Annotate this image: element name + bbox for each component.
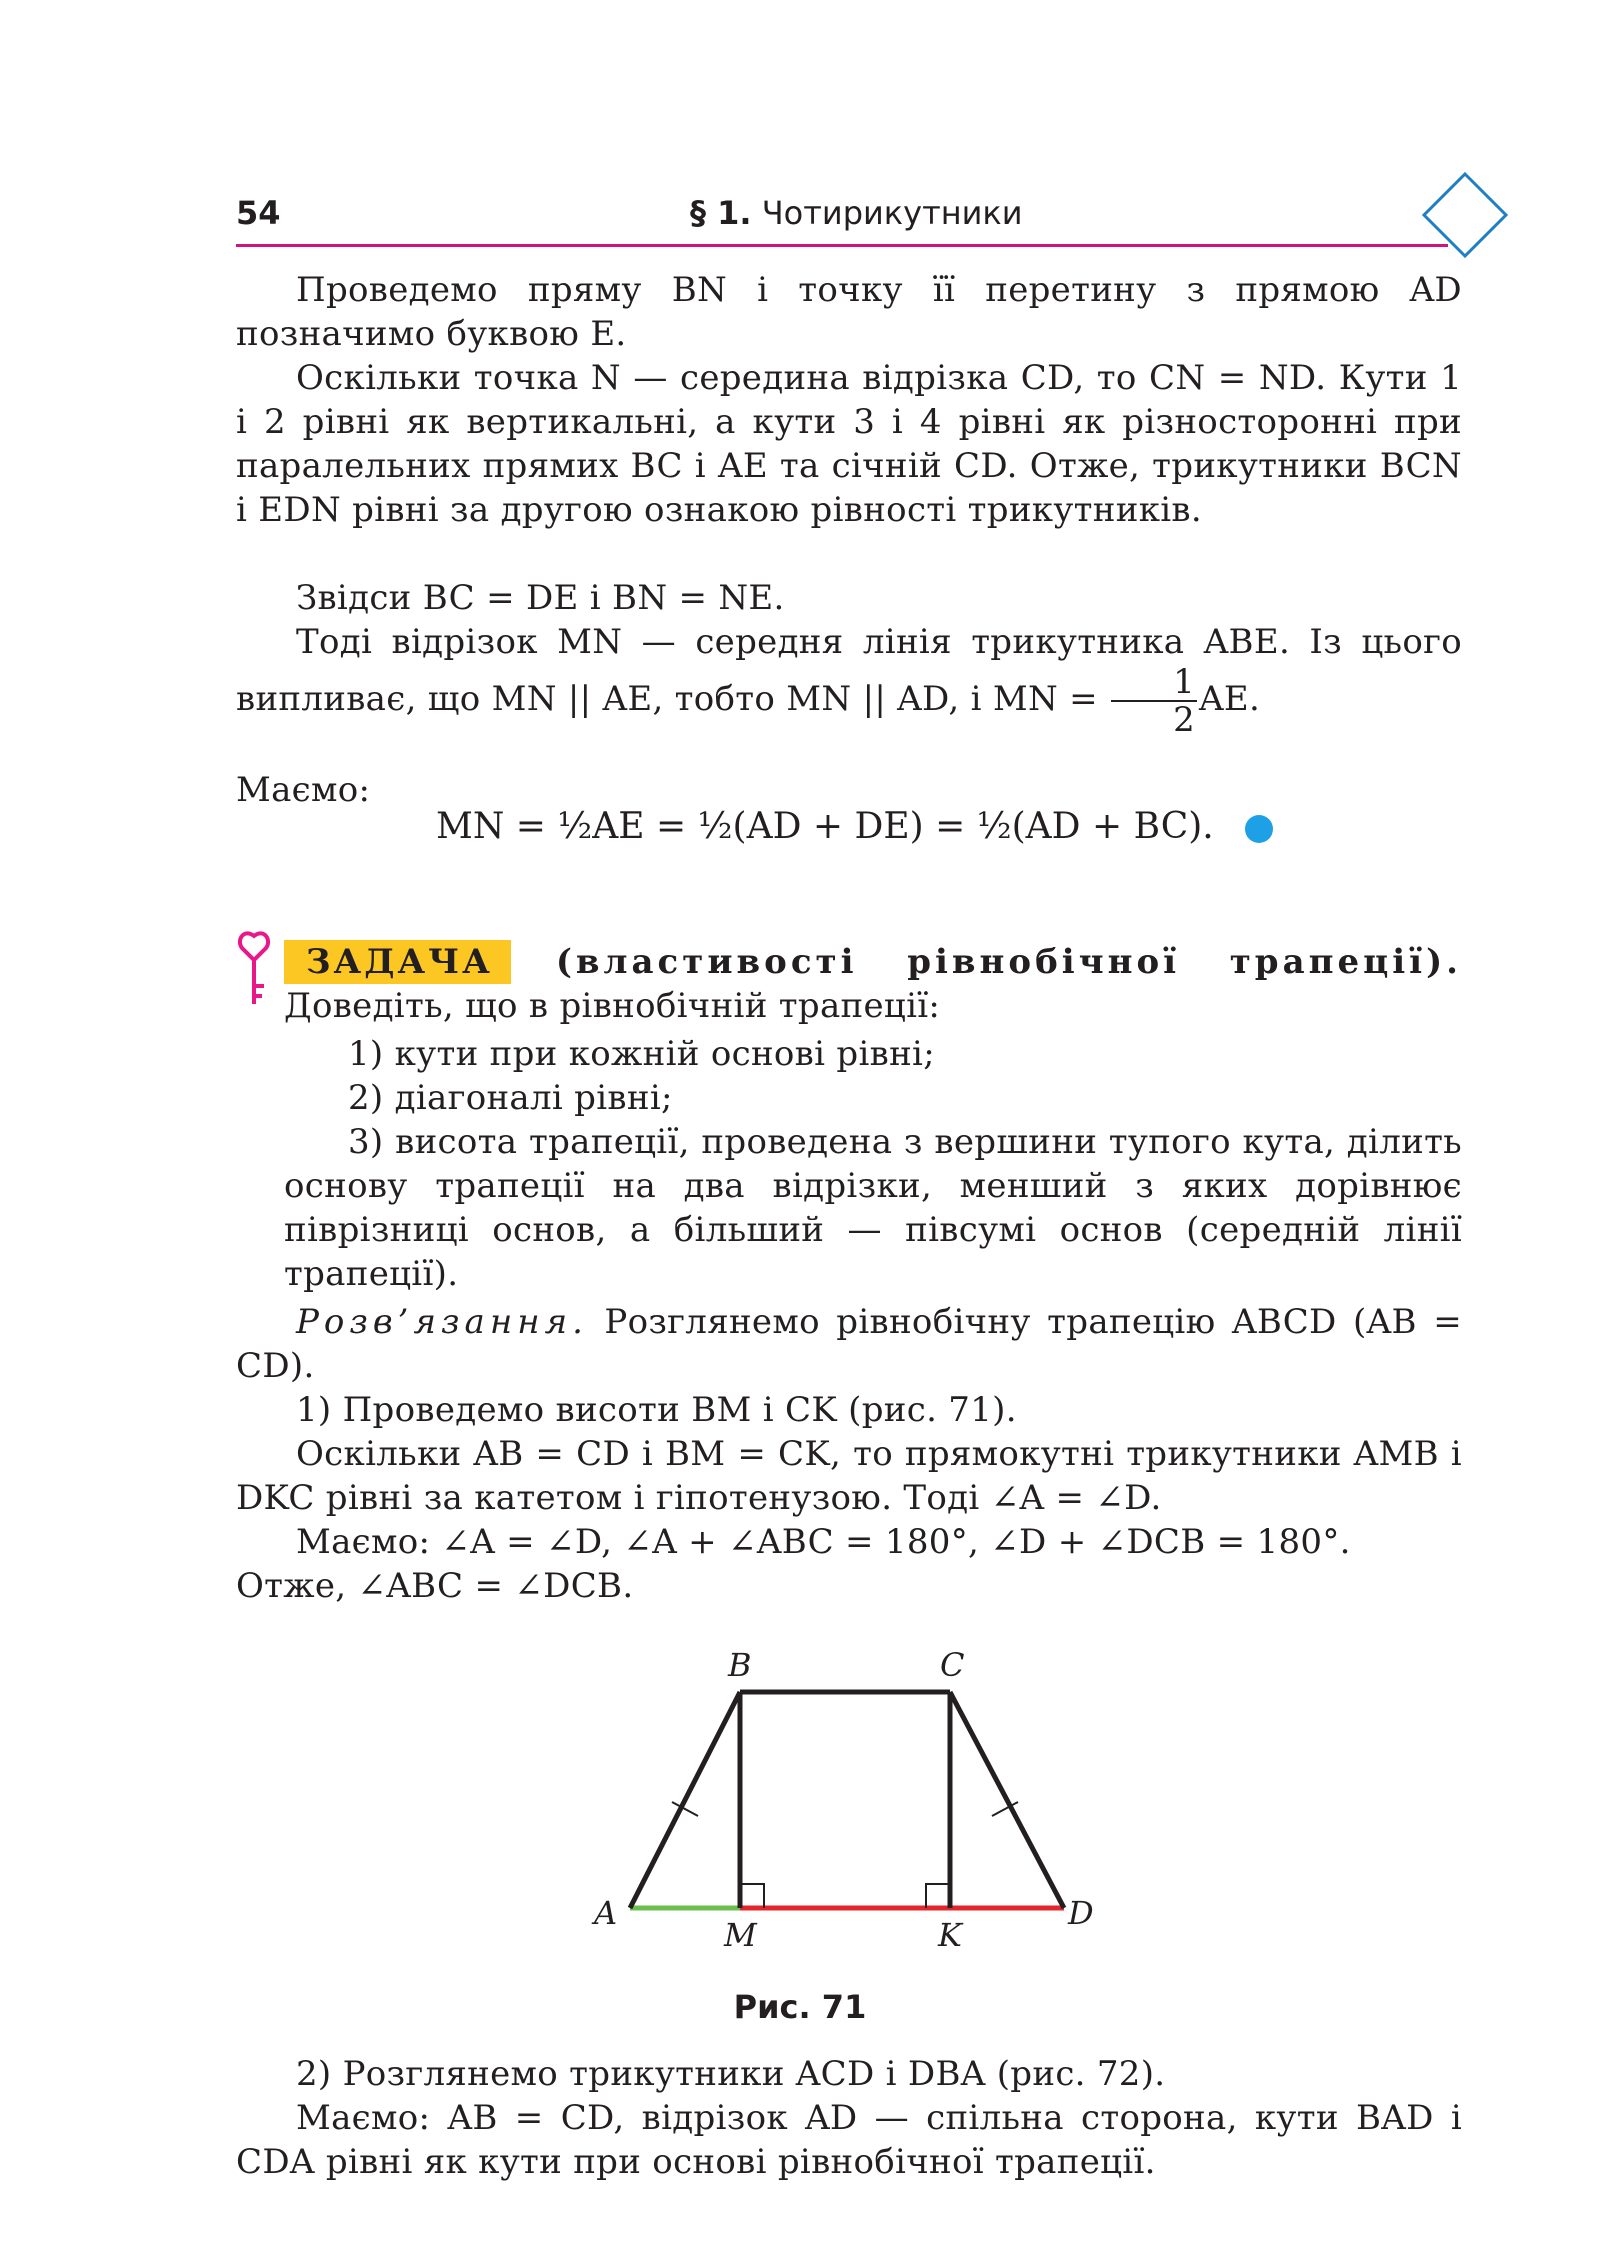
- paragraph-3: Звідси BC = DE і BN = NE.: [296, 578, 785, 618]
- formula-line: [436, 805, 1273, 849]
- section-mark: § 1.: [690, 194, 752, 232]
- label-A: A: [594, 1894, 618, 1932]
- diamond-icon: [1420, 170, 1510, 260]
- task-label: ЗАДАЧА: [284, 940, 511, 984]
- paragraph-4-text: Тоді відрізок MN — середня лінія трикутника ABE. Із цього випливає, що MN || AE, тобто MN || AD, і MN =: [236, 622, 1462, 719]
- header-rule: [236, 244, 1448, 247]
- task-title: (властивості рівнобічної трапеції).: [555, 942, 1463, 982]
- page-number: 54: [236, 194, 281, 232]
- task-item-2: 2) діагоналі рівні;: [348, 1078, 673, 1118]
- paragraph-1: Проведемо пряму BN і точку її перетину з прямою AD позначимо буквою E.: [236, 270, 1462, 354]
- paragraph-4-end: AE.: [1199, 679, 1261, 719]
- right-angle-K: [926, 1884, 950, 1908]
- solution-step-1: 1) Проведемо висоти BM і CK (рис. 71).: [296, 1390, 1017, 1430]
- solution-word: Розв’язання.: [296, 1302, 588, 1342]
- right-angle-M: [740, 1884, 764, 1908]
- paragraph-4: [236, 620, 1462, 738]
- side-AB: [630, 1692, 740, 1908]
- key-icon: [236, 930, 272, 1010]
- solution-s1: Розглянемо рівнобічну трапецію ABCD (AB = CD).: [236, 1302, 1462, 1386]
- solution-s3: Оскільки AB = CD і BM = CK, то прямокутні трикутники AMB і DKC рівні за катетом і гіпотенузою. Тоді ∠A = ∠D.: [236, 1434, 1462, 1518]
- task-block: [284, 940, 1462, 1028]
- label-C: C: [940, 1646, 965, 1684]
- solution-s4: Маємо: ∠A = ∠D, ∠A + ∠ABC = 180°, ∠D + ∠DCB = 180°.: [296, 1522, 1351, 1562]
- side-CD: [950, 1692, 1064, 1908]
- label-M: M: [724, 1916, 757, 1954]
- section-title: [690, 194, 1023, 232]
- figure-caption: Рис. 71: [733, 1988, 867, 2026]
- section-name: Чотирикутники: [761, 194, 1023, 232]
- end-of-proof-dot: [1245, 815, 1273, 843]
- solution-step-2: 2) Розглянемо трикутники ACD і DBA (рис. 72).: [296, 2054, 1166, 2094]
- solution-intro: [236, 1300, 1462, 1388]
- label-D: D: [1068, 1894, 1094, 1932]
- formula: MN = ½AE = ½(AD + DE) = ½(AD + BC).: [436, 806, 1214, 847]
- solution-s5: Отже, ∠ABC = ∠DCB.: [236, 1566, 634, 1606]
- paragraph-2: Оскільки точка N — середина відрізка CD, то CN = ND. Кути 1 і 2 рівні як вертикальні, а кути 3 і 4 рівні як різносторонні при паралельних прямих BC і AE та січній CD. Отже, трикутники BCN і EDN рівні за другою ознакою рівності трикутників.: [236, 358, 1462, 530]
- task-intro: Доведіть, що в рівнобічній трапеції:: [284, 986, 941, 1026]
- paragraph-5: Маємо:: [236, 770, 371, 810]
- task-item-1: 1) кути при кожній основі рівні;: [348, 1034, 935, 1074]
- label-K: K: [938, 1916, 962, 1954]
- label-B: B: [728, 1646, 752, 1684]
- fraction-half: $\frac{1}{2}$: [1111, 664, 1197, 738]
- task-item-3: 3) висота трапеції, проведена з вершини тупого кута, ділить основу трапеції на два відрізки, менший з яких дорівнює піврізниці основ, а більший — півсумі основ (середній лінії трапеції).: [284, 1122, 1462, 1294]
- figure-trapezoid: [560, 1640, 1094, 1970]
- solution-s7: Маємо: AB = CD, відрізок AD — спільна сторона, кути BAD і CDA рівні як кути при основі рівнобічної трапеції.: [236, 2098, 1462, 2182]
